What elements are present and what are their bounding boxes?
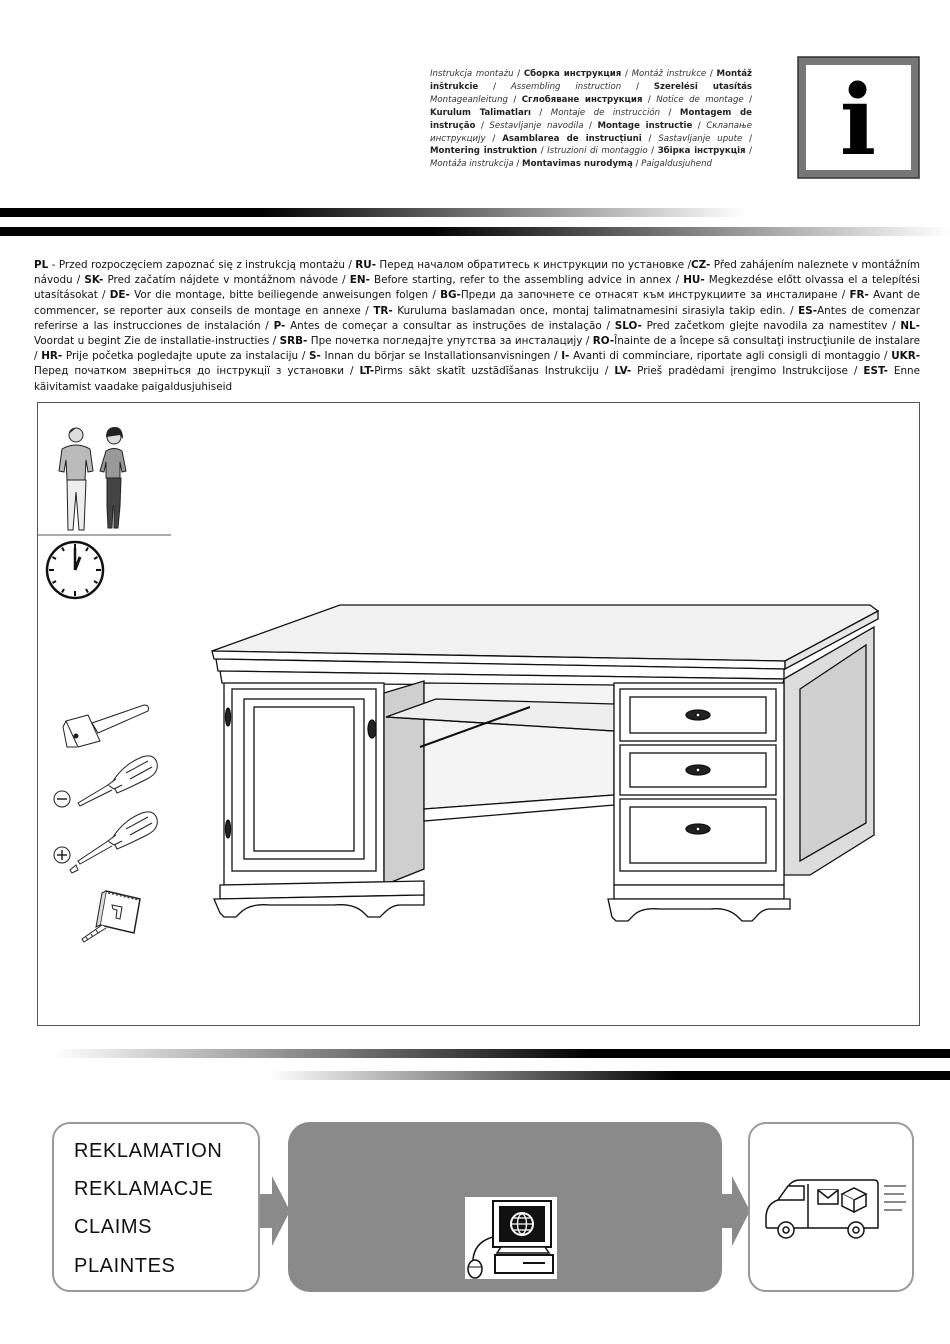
language-code: RU- — [355, 259, 377, 271]
language-code: S- — [309, 350, 321, 363]
arrow-right-icon — [720, 1176, 750, 1246]
arrow-right-icon — [260, 1176, 290, 1246]
language-code: UKR- — [891, 350, 921, 363]
language-code: P- — [273, 319, 286, 332]
title-fragment: Montáž instrukce — [631, 69, 707, 79]
language-code: I- — [561, 350, 570, 363]
title-fragment: Istruzioni di montaggio — [547, 146, 648, 157]
title-fragment: Сглобяване инструкция — [521, 94, 643, 105]
intro-paragraph — [34, 258, 920, 395]
language-code: EST- — [863, 365, 888, 378]
language-instruction: Prieš pradėdami įrengimo Instrukcijose / — [631, 365, 864, 378]
language-instruction: Avant de commencer, se reporter aux conseils de montage en annexe / — [34, 289, 920, 317]
language-code: RO- — [592, 335, 615, 348]
title-fragment: Montaje de instrucción — [550, 107, 661, 118]
clock-icon — [44, 539, 106, 601]
title-fragment: / — [478, 81, 511, 92]
title-fragment: / — [508, 94, 522, 105]
language-instruction: Before starting, refer to the assembling advice in annex / — [369, 274, 684, 287]
info-symbol: i — [839, 64, 877, 177]
language-code: FR- — [849, 289, 869, 302]
title-fragment: / — [706, 69, 717, 79]
language-code: TR- — [373, 304, 393, 317]
language-instruction: Преди да започнете се отнасят към инструкциите за инсталиране / — [460, 289, 850, 302]
multilingual-title — [430, 68, 752, 171]
title-fragment: / — [513, 69, 524, 79]
computer-icon — [465, 1197, 557, 1279]
title-fragment: / — [641, 133, 659, 144]
language-code: ES- — [798, 304, 818, 317]
title-fragment: Сборка инструкция — [523, 69, 622, 79]
title-fragment: / — [537, 146, 548, 157]
language-code: DE- — [109, 289, 130, 302]
language-code: EN- — [349, 274, 370, 287]
title-fragment: / — [660, 107, 680, 118]
title-fragment: / — [743, 94, 752, 105]
language-code: LV- — [614, 365, 632, 378]
language-code: SK- — [84, 274, 104, 287]
language-instruction: Innan du börjar se Installationsanvisningen / — [320, 350, 562, 363]
language-instruction: Pred začatím nájdete v montážnom návode / — [103, 274, 350, 287]
title-fragment: / — [583, 120, 598, 131]
people-icon — [54, 425, 144, 533]
language-code: SRB- — [279, 335, 308, 348]
language-instruction: Voordat u begint Zie de installatie-instructies / — [34, 335, 280, 348]
title-fragment: / — [742, 133, 753, 144]
claims-label-pl: REKLAMACJE — [74, 1178, 214, 1200]
language-instruction: Antes de comenzar referirse a las instrucciones de instalación / — [34, 304, 920, 332]
title-fragment: / — [475, 120, 490, 131]
title-fragment: / — [621, 69, 632, 79]
title-fragment: / — [647, 146, 658, 157]
language-instruction: Перед початком зверніться до інструкції з установки / — [34, 365, 360, 378]
title-fragment: / — [530, 107, 551, 118]
claims-box — [52, 1122, 260, 1292]
title-fragment: Assembling instruction — [510, 81, 622, 92]
title-fragment: Montavimas nurodymą — [522, 159, 633, 170]
title-fragment: Montering instruktion — [430, 146, 538, 157]
header-stripe-1 — [0, 208, 745, 217]
title-fragment: Montagem de instrução — [430, 107, 753, 131]
language-instruction: Kuruluma baslamadan once, montaj talimatnamesini sirasiyla takip edin. / — [392, 304, 799, 317]
title-fragment: Склапање инструкцију — [430, 120, 753, 144]
claims-label-de: REKLAMATION — [74, 1140, 223, 1162]
language-instruction: Megkezdése előtt olvassa el a telepítési utasításokat / — [34, 274, 920, 302]
language-code: BG- — [440, 289, 461, 302]
language-code: NL- — [900, 319, 920, 332]
title-fragment: / — [485, 133, 503, 144]
delivery-box — [748, 1122, 914, 1292]
title-fragment: / — [621, 81, 654, 92]
language-code: HU- — [683, 274, 705, 287]
title-fragment: Asamblarea de instrucțiuni — [502, 133, 642, 144]
title-fragment: / — [692, 120, 707, 131]
language-instruction: Pred začetkom glejte navodila za namestitev / — [641, 319, 901, 332]
language-instruction: Před zahájením naleznete v montážním návodu / — [34, 259, 920, 287]
language-instruction: - Przed rozpoczęciem zapoznać się z instrukcją montażu / — [48, 259, 356, 271]
language-code: HR- — [41, 350, 63, 363]
language-code: LT- — [359, 365, 375, 378]
title-fragment: Montáža instrukcija — [430, 159, 514, 170]
title-fragment: Montageanleitung — [430, 94, 508, 105]
language-code: PL — [34, 259, 49, 271]
flat-screwdriver-icon — [52, 753, 162, 813]
title-fragment: Instrukcja montażu — [430, 69, 514, 79]
title-fragment: Sastavljanje upute — [658, 133, 743, 144]
info-icon — [797, 56, 920, 179]
claims-label-fr: PLAINTES — [74, 1255, 176, 1277]
delivery-van-icon — [760, 1178, 908, 1244]
header-stripe-2 — [0, 227, 950, 236]
language-instruction: Antes de começar a consultar as instruções de instalação / — [285, 319, 615, 332]
title-fragment: Paigaldusjuhend — [641, 159, 712, 170]
title-fragment: Montáž inštrukcie — [430, 69, 753, 92]
title-fragment: / — [632, 159, 642, 170]
main-illustration-box — [37, 402, 920, 1026]
language-instruction: Пре почетка погледајте упутства за инсталацију / — [307, 335, 593, 348]
desk-illustration — [210, 599, 882, 923]
title-fragment: Kurulum Talimatları — [430, 107, 531, 118]
footer-stripe-1 — [55, 1049, 950, 1058]
language-code: CZ- — [691, 259, 711, 271]
online-claim-box — [288, 1122, 722, 1292]
hammer-icon — [62, 701, 152, 751]
language-instruction: Prije početka pogledajte upute za instalaciju / — [62, 350, 310, 363]
title-fragment: / — [642, 94, 657, 105]
language-instruction: Enne käivitamist vaadake paigaldusjuhiseid — [34, 365, 921, 393]
claims-label-en: CLAIMS — [74, 1216, 153, 1238]
title-fragment: Szerelési utasítás — [653, 81, 753, 92]
language-instruction: Перед началом обратитесь к инструкции по установке / — [376, 259, 692, 271]
title-fragment: / — [513, 159, 523, 170]
language-instruction: Avanti di comminciare, riportate agli consigli di montaggio / — [569, 350, 892, 363]
title-fragment: Sestavljanje navodila — [489, 120, 584, 131]
title-fragment: Montage instructie — [597, 120, 693, 131]
title-fragment: Збірка інструкція — [657, 146, 746, 157]
tape-measure-icon — [78, 887, 148, 949]
language-instruction: Pirms sākt skatīt uzstādīšanas Instrukciju / — [374, 365, 615, 378]
title-fragment: Notice de montage — [656, 94, 744, 105]
footer-stripe-2 — [270, 1071, 950, 1080]
language-code: SLO- — [614, 319, 642, 332]
language-instruction: Înainte de a începe să consultaţi instrucţiunile de instalare / — [34, 335, 920, 363]
phillips-screwdriver-icon — [52, 809, 162, 879]
language-instruction: Vor die montage, bitte beiliegende anweisungen folgen / — [129, 289, 441, 302]
title-fragment: / — [745, 146, 752, 157]
